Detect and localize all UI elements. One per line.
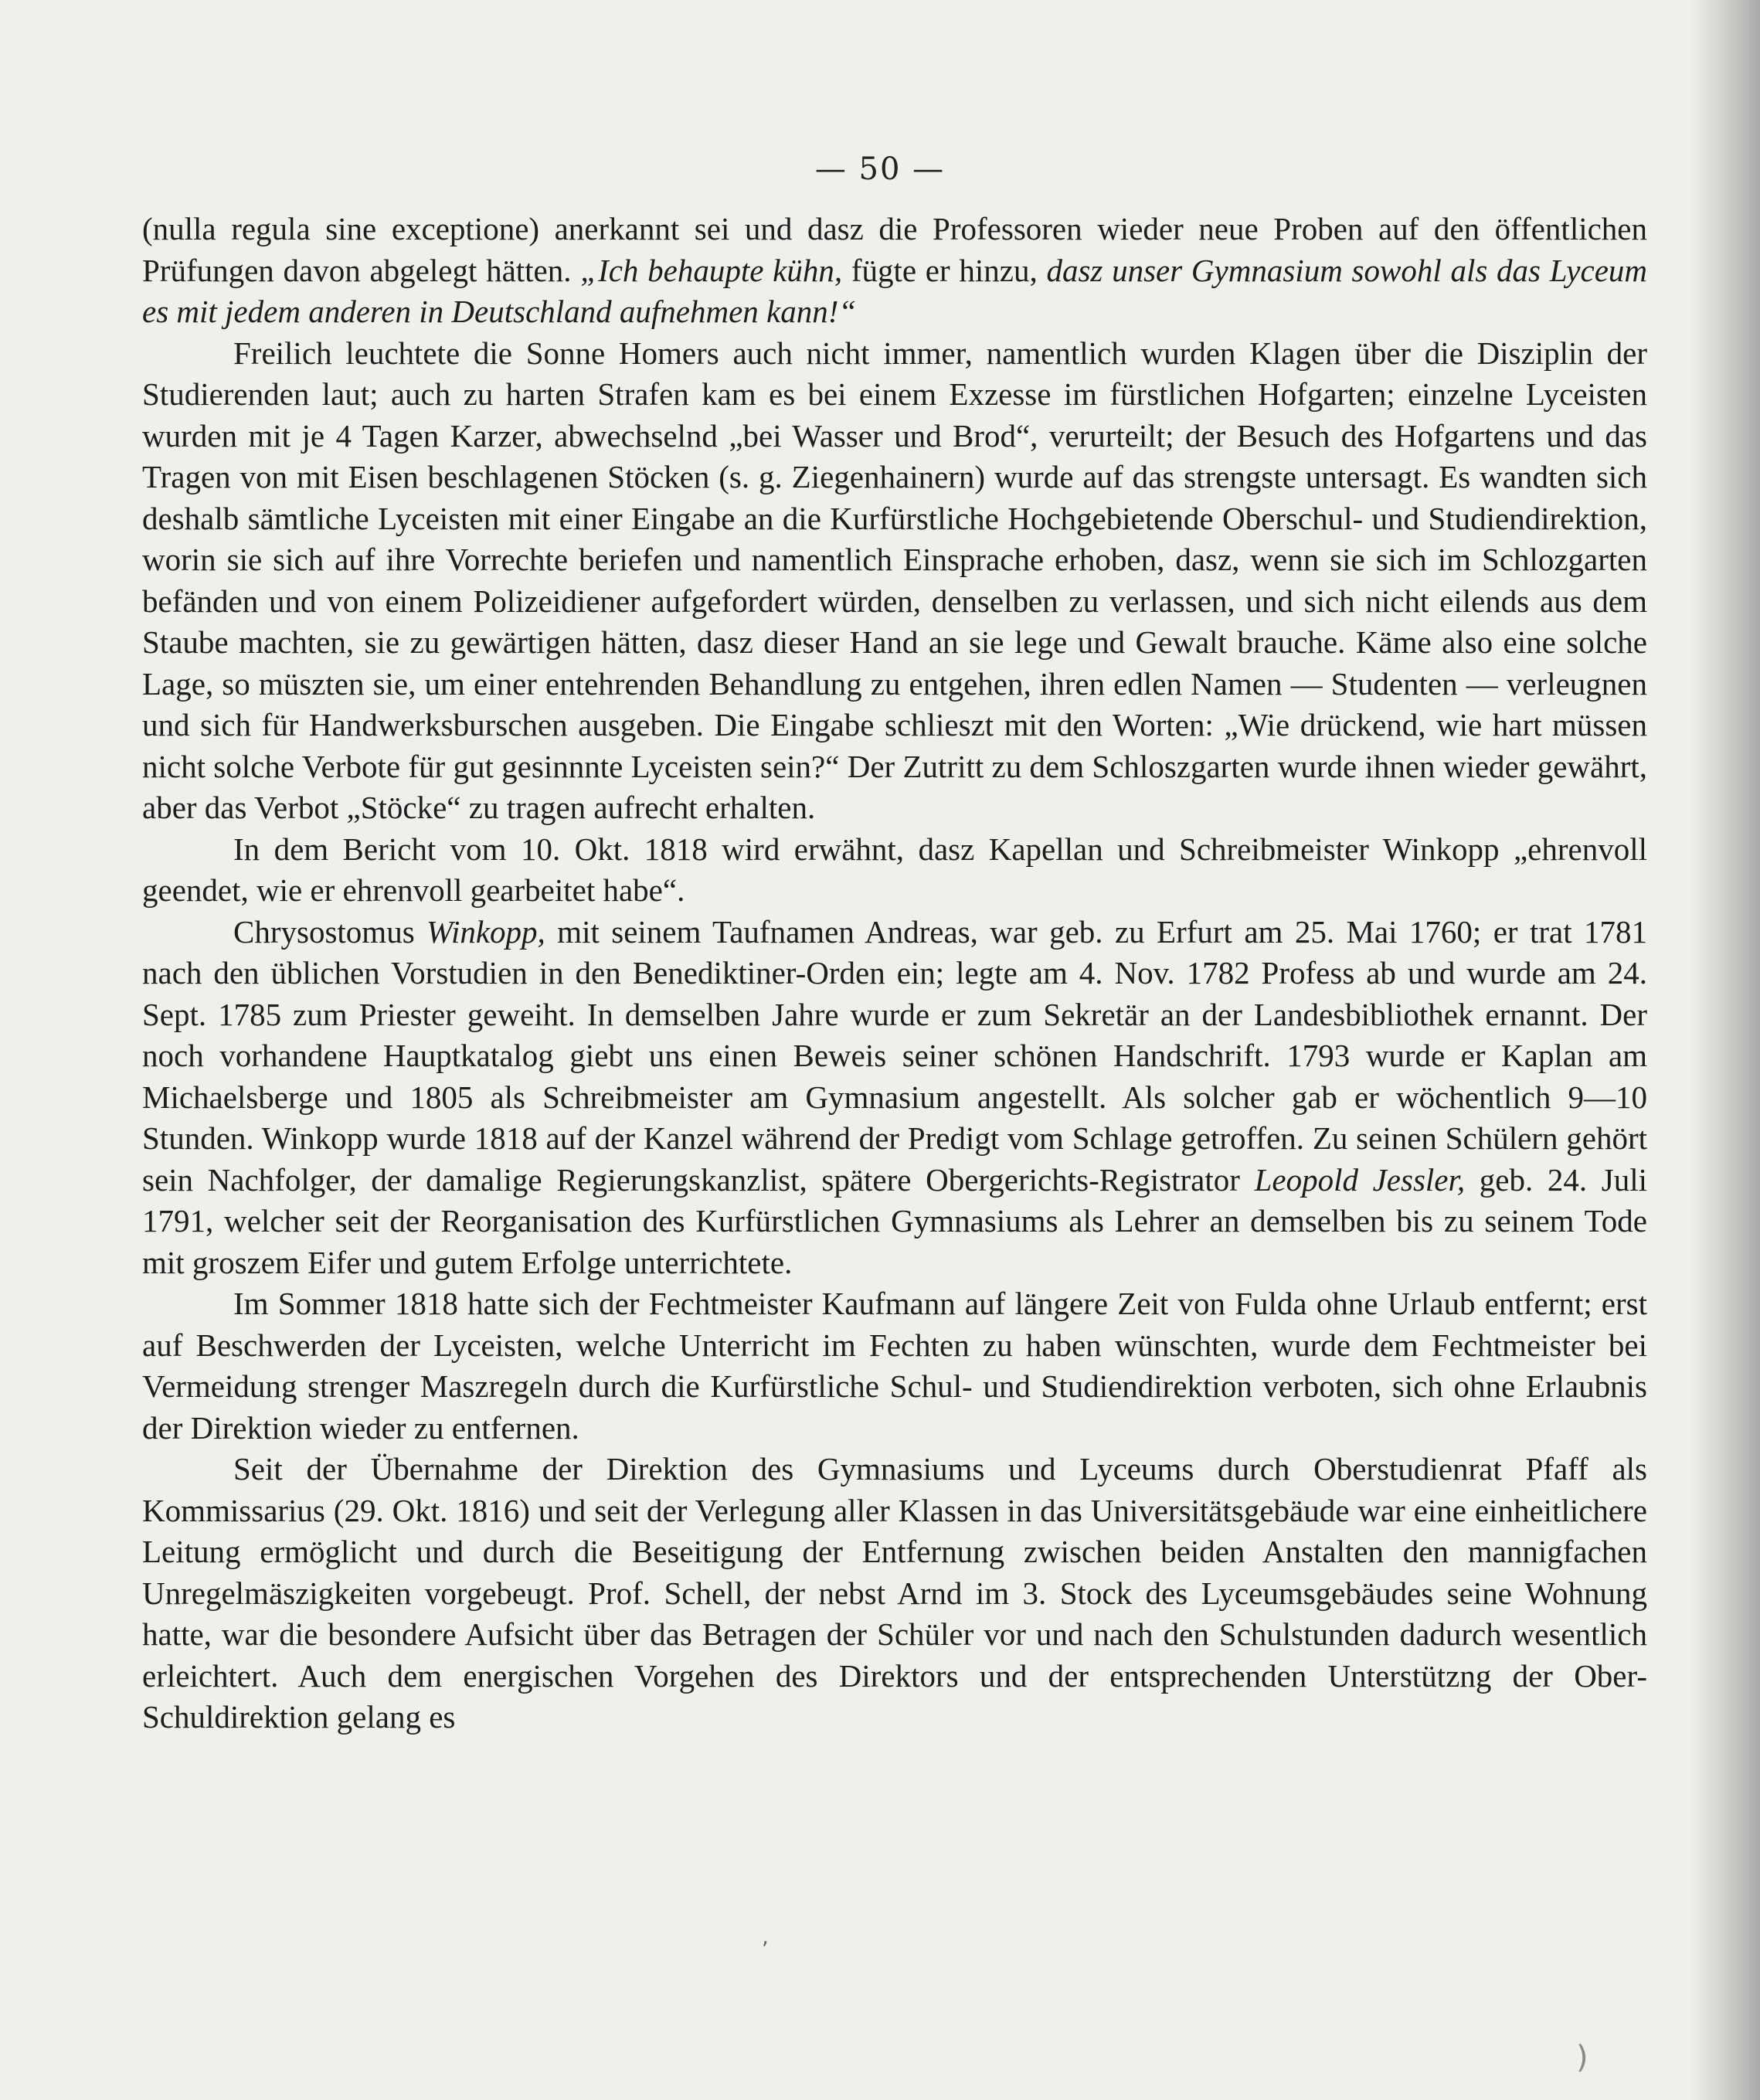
paragraph-1 xyxy=(142,209,1647,333)
text-run: (nulla regula sine exceptione) anerkannt sei und dasz die Professoren wieder neue Proben auf den öffentlichen Prüfungen davon abgelegt hätten. xyxy=(142,211,1647,288)
paragraph-6 xyxy=(142,1449,1647,1738)
italic-run: Winkopp, xyxy=(426,913,545,950)
page-edge-shadow xyxy=(1690,0,1760,2100)
text-run: Chrysostomus xyxy=(233,913,427,950)
body-text xyxy=(142,209,1647,1738)
italic-run: „Ich behaupte kühn, xyxy=(580,252,843,288)
paragraph-5 xyxy=(142,1283,1647,1449)
text-run: Seit der Übernahme der Direktion des Gymnasiums und Lyceums durch Oberstudienrat Pfaff als Kommissarius (29. Okt. 1816) und seit der Verlegung aller Klassen in das Universitätsgebäude war eine einheitlichere Leitung ermöglicht und durch die Beseitigung der Entfernung zwischen beiden Anstalten den mannigfachen Unregelmäszigkeiten vorgebeugt. Prof. Schell, der nebst Arnd im 3. Stock des Lyceumsgebäudes seine Wohnung hatte, war die besondere Aufsicht über das Betragen der Schüler vor und nach den Schulstunden dadurch wesentlich erleichtert. Auch dem energischen Vorgehen des Direktors und der entsprechenden Unterstützng der Ober-Schuldirektion gelang es xyxy=(142,1451,1647,1735)
italic-run: Leopold Jessler, xyxy=(1254,1161,1466,1198)
stray-mark: ) xyxy=(1576,2040,1588,2075)
page-number: — 50 — xyxy=(814,151,946,187)
text-run: In dem Bericht vom 10. Okt. 1818 wird erwähnt, dasz Kapellan und Schreibmeister Winkopp „ehrenvoll geendet, wie er ehrenvoll gearbeitet habe“. xyxy=(142,831,1647,908)
text-run: Freilich leuchtete die Sonne Homers auch nicht immer, namentlich wurden Klagen über die Disziplin der Studierenden laut; auch zu harten Strafen kam es bei einem Exzesse im fürstlichen Hofgarten; einzelne Lyceisten wurden mit je 4 Tagen Karzer, abwechselnd „bei Wasser und Brod“, verurteilt; der Besuch des Hofgartens und das Tragen von mit Eisen beschlagenen Stöcken (s. g. Ziegenhainern) wurde auf das strengste untersagt. Es wandten sich deshalb sämtliche Lyceisten mit einer Eingabe an die Kurfürstliche Hochgebietende Oberschul- und Studiendirektion, worin sie sich auf ihre Vorrechte beriefen und namentlich Einsprache erhoben, dasz, wenn sie sich im Schlozgarten befänden und von einem Polizeidiener aufgefordert würden, denselben zu verlassen, und sich nicht eilends aus dem Staube machten, sie zu gewärtigen hätten, dasz dieser Hand an sie lege und Gewalt brauche. Käme also eine solche Lage, so müszten sie, um einer entehrenden Behandlung zu entgehen, ihren edlen Namen — Studenten — verleugnen und sich für Handwerksburschen ausgeben. Die Eingabe schlieszt mit den Worten: „Wie drückend, wie hart müssen nicht solche Verbote für gut gesinnnte Lyceisten sein?“ Der Zutritt zu dem Schloszgarten wurde ihnen wieder gewährt, aber das Verbot „Stöcke“ zu tragen aufrecht erhalten. xyxy=(142,335,1647,825)
stray-mark: , xyxy=(762,1924,769,1949)
text-run: fügte er hinzu, xyxy=(842,252,1047,288)
text-run: geb. 24. Juli 1791, welcher seit der Reorganisation des Kurfürstlichen Gymnasiums als Lehrer an demselben bis zu seinem Tode mit groszem Eifer und gutem Erfolge unterrichtete. xyxy=(142,1161,1647,1280)
italic-run: dasz unser Gymnasium sowohl als das Lyceum es mit jedem anderen in Deutschland aufnehmen kann!“ xyxy=(142,252,1648,329)
text-run: mit seinem Taufnamen Andreas, war geb. zu Erfurt am 25. Mai 1760; er trat 1781 nach den üblichen Vorstudien in den Benediktiner-Orden ein; legte am 4. Nov. 1782 Profess ab und wurde am 24. Sept. 1785 zum Priester geweiht. In demselben Jahre wurde er zum Sekretär an der Landesbibliothek ernannt. Der noch vorhandene Hauptkatalog giebt uns einen Beweis seiner schönen Handschrift. 1793 wurde er Kaplan am Michaelsberge und 1805 als Schreibmeister am Gymnasium angestellt. Als solcher gab er wöchentlich 9—10 Stunden. Winkopp wurde 1818 auf der Kanzel während der Predigt vom Schlage getroffen. Zu seinen Schülern gehört sein Nachfolger, der damalige Regierungskanzlist, spätere Obergerichts-Registrator xyxy=(142,913,1647,1198)
paragraph-2 xyxy=(142,333,1647,829)
paragraph-4 xyxy=(142,912,1647,1284)
text-run: Im Sommer 1818 hatte sich der Fechtmeister Kaufmann auf längere Zeit von Fulda ohne Urlaub entfernt; erst auf Beschwerden der Lyceisten, welche Unterricht im Fechten zu haben wünschten, wurde dem Fechtmeister bei Vermeidung strenger Maszregeln durch die Kurfürstliche Schul- und Studiendirektion verboten, sich ohne Erlaubnis der Direktion wieder zu entfernen. xyxy=(142,1286,1647,1446)
paragraph-3 xyxy=(142,829,1647,912)
